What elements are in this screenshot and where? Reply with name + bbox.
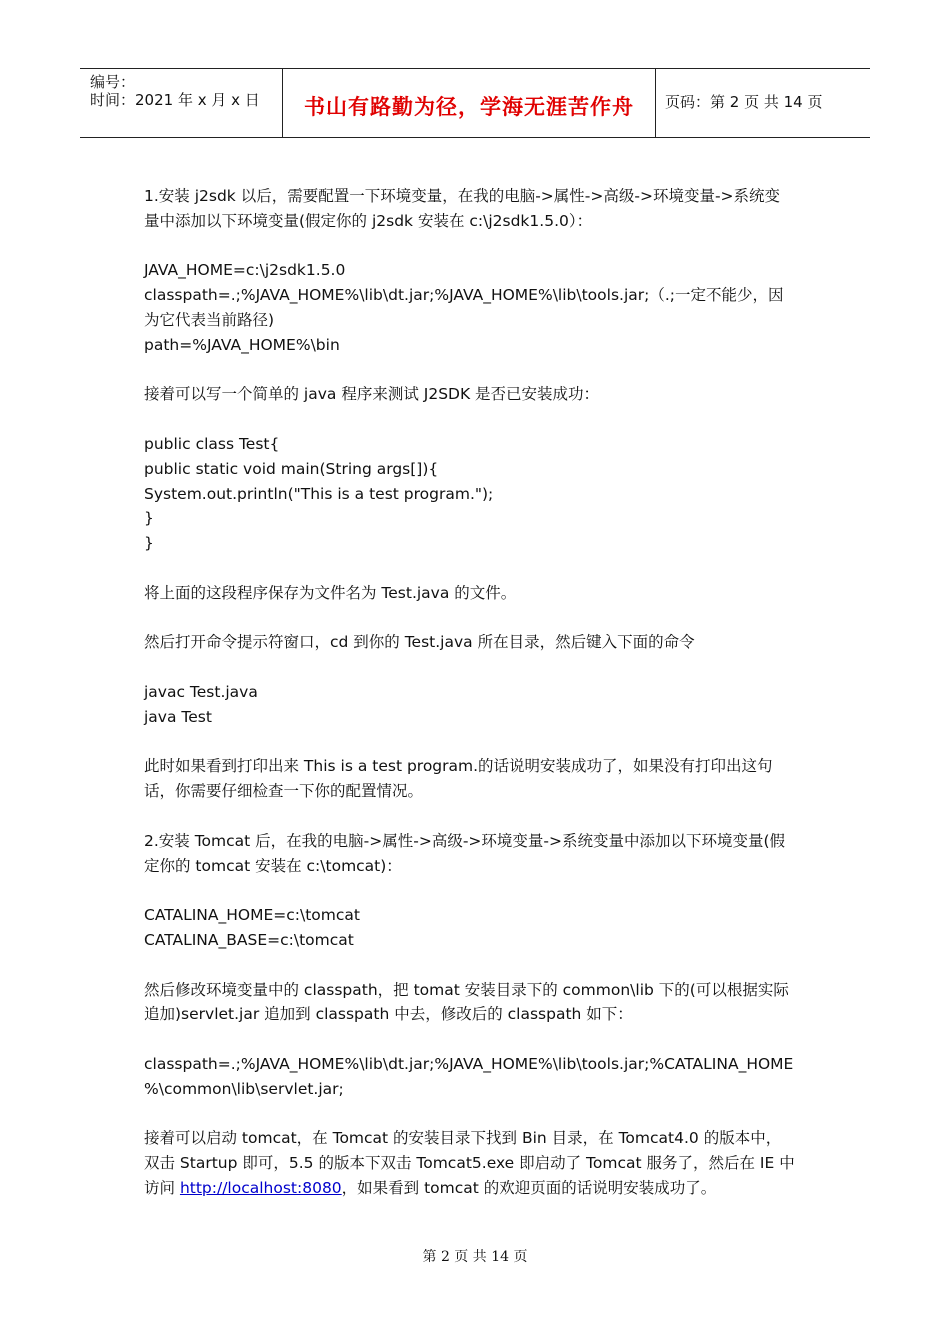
paragraph-test-intro: 接着可以写一个简单的 java 程序来测试 J2SDK 是否已安装成功： bbox=[144, 385, 600, 404]
text-line: 追加)servlet.jar 追加到 classpath 中去，修改后的 classpath 如下： bbox=[144, 1005, 633, 1024]
text-line: 为它代表当前路径) bbox=[144, 310, 275, 329]
header-left-cell bbox=[80, 69, 282, 137]
paragraph-modify-classpath bbox=[144, 978, 812, 1028]
localhost-link[interactable]: http://localhost:8080 bbox=[179, 1178, 342, 1197]
text-line: CATALINA_HOME=c:\tomcat bbox=[144, 906, 360, 925]
classpath-value bbox=[144, 1052, 812, 1102]
text-line: 接着可以启动 tomcat，在 Tomcat 的安装目录下找到 Bin 目录，在 Tomcat4.0 的版本中， bbox=[144, 1129, 782, 1148]
paragraph-start-tomcat bbox=[144, 1126, 812, 1200]
command-line: javac Test.java bbox=[144, 682, 258, 701]
text-line: classpath=.;%JAVA_HOME%\lib\dt.jar;%JAVA_HOME%\lib\tools.jar;%CATALINA_HOME bbox=[144, 1054, 794, 1073]
text-line: 1.安装 j2sdk 以后，需要配置一下环境变量，在我的电脑->属性->高级->环境变量->系统变 bbox=[144, 187, 781, 205]
text-line: JAVA_HOME=c:\j2sdk1.5.0 bbox=[144, 261, 346, 280]
document-header bbox=[80, 68, 870, 138]
text-fragment: ，如果看到 tomcat 的欢迎页面的话说明安装成功了。 bbox=[341, 1178, 717, 1197]
text-fragment: 访问 bbox=[144, 1178, 180, 1197]
code-line: } bbox=[144, 509, 154, 528]
jdk-env-vars bbox=[144, 258, 812, 357]
text-line bbox=[144, 1176, 812, 1201]
document-date-label: 时间：2021 年 x 月 x 日 bbox=[90, 91, 260, 109]
paragraph-install-jdk bbox=[144, 184, 812, 234]
header-motto: 书山有路勤为径，学海无涯苦作舟 bbox=[304, 95, 634, 119]
paragraph-success-check bbox=[144, 754, 812, 804]
command-block bbox=[144, 680, 812, 730]
text-line: classpath=.;%JAVA_HOME%\lib\dt.jar;%JAVA_HOME%\lib\tools.jar;（.;一定不能少，因 bbox=[144, 286, 784, 305]
text-line: 定你的 tomcat 安装在 c:\tomcat)： bbox=[144, 856, 402, 875]
text-line: 量中添加以下环境变量(假定你的 j2sdk 安装在 c:\j2sdk1.5.0）： bbox=[144, 211, 593, 230]
text-line: 此时如果看到打印出来 This is a test program.的话说明安装成功了，如果没有打印出这句 bbox=[144, 757, 773, 776]
code-line: System.out.println("This is a test program."); bbox=[144, 484, 494, 503]
code-line: } bbox=[144, 534, 154, 553]
document-body bbox=[144, 184, 812, 1225]
paragraph-install-tomcat bbox=[144, 829, 812, 879]
header-right-cell bbox=[655, 69, 870, 137]
code-line: public class Test{ bbox=[144, 434, 280, 453]
document-number-label: 编号： bbox=[90, 73, 136, 91]
paragraph-open-cmd: 然后打开命令提示符窗口，cd 到你的 Test.java 所在目录，然后键入下面的命令 bbox=[144, 633, 695, 652]
code-block-test-program bbox=[144, 432, 812, 556]
text-line: CATALINA_BASE=c:\tomcat bbox=[144, 930, 354, 949]
text-line: 话，你需要仔细检查一下你的配置情况。 bbox=[144, 782, 424, 801]
tomcat-env-vars bbox=[144, 903, 812, 953]
paragraph-save-file: 将上面的这段程序保存为文件名为 Test.java 的文件。 bbox=[144, 583, 517, 602]
command-line: java Test bbox=[144, 707, 212, 726]
page-footer: 第 2 页 共 14 页 bbox=[422, 1249, 528, 1265]
header-page-label: 页码：第 2 页 共 14 页 bbox=[665, 93, 823, 111]
text-line: 然后修改环境变量中的 classpath，把 tomat 安装目录下的 common\lib 下的(可以根据实际 bbox=[144, 980, 789, 999]
code-line: public static void main(String args[]){ bbox=[144, 459, 439, 478]
text-line: %\common\lib\servlet.jar; bbox=[144, 1079, 344, 1098]
header-center-cell bbox=[282, 69, 656, 137]
text-line: path=%JAVA_HOME%\bin bbox=[144, 335, 340, 354]
text-line: 双击 Startup 即可，5.5 的版本下双击 Tomcat5.exe 即启动了 Tomcat 服务了，然后在 IE 中 bbox=[144, 1154, 795, 1173]
text-line: 2.安装 Tomcat 后，在我的电脑->属性->高级->环境变量->系统变量中添加以下环境变量(假 bbox=[144, 831, 786, 850]
